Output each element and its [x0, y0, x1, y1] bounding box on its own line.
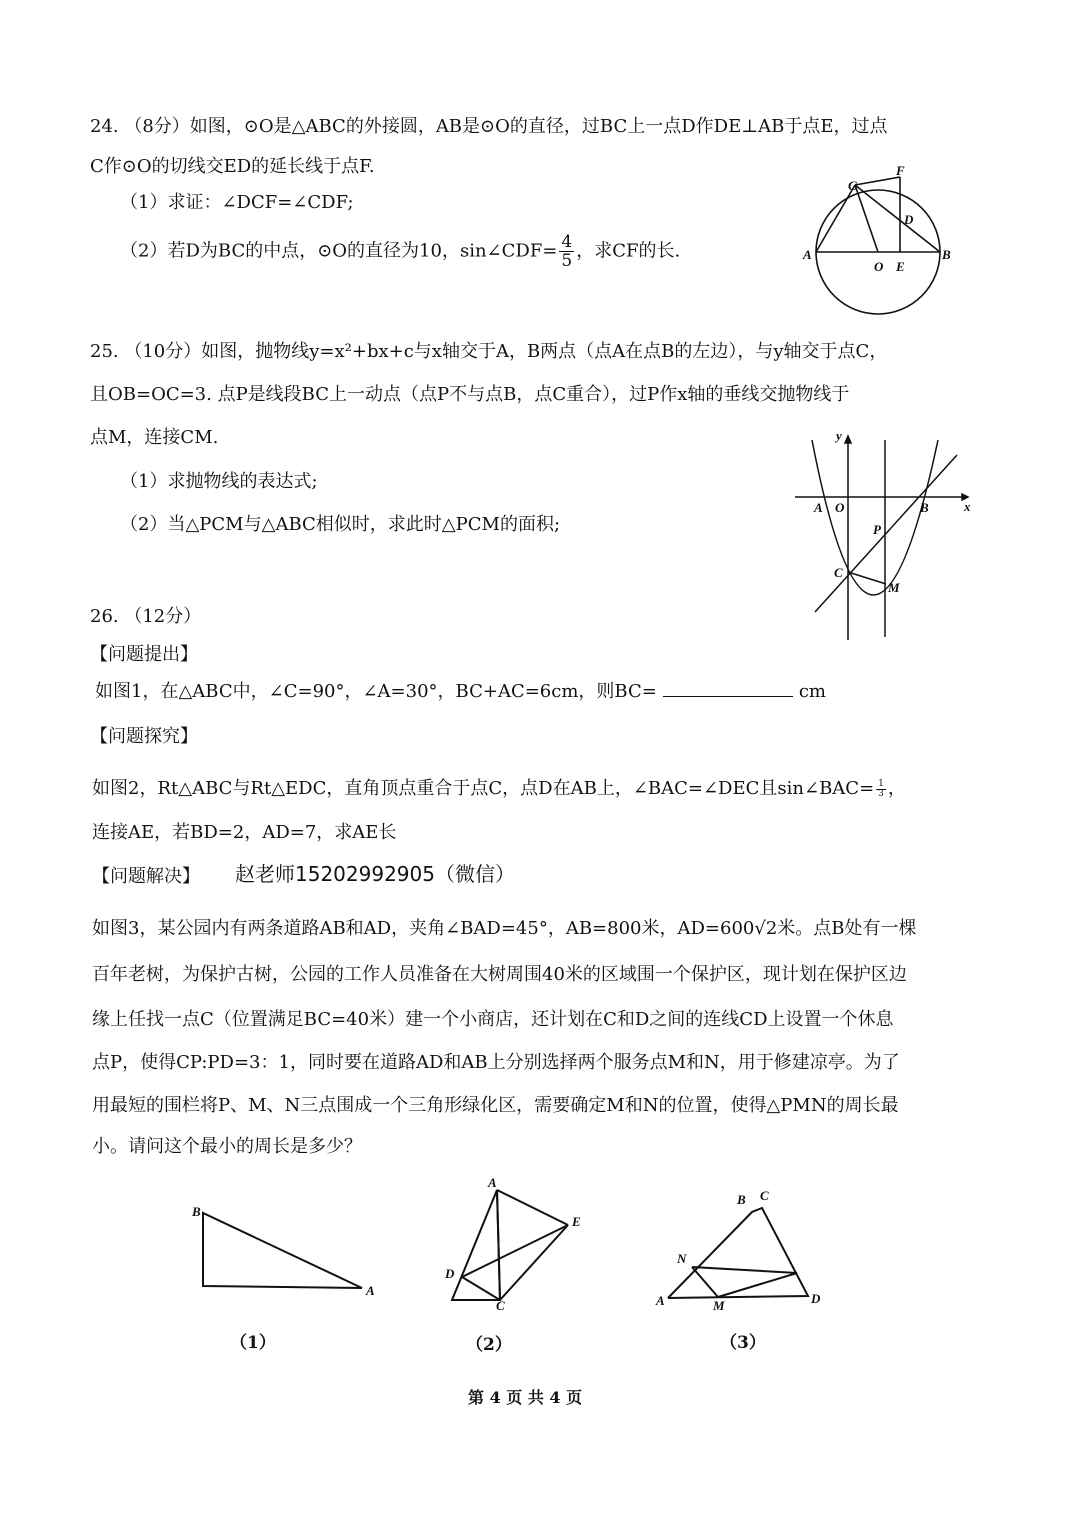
fraction-numerator: 1 [878, 778, 884, 789]
sec2-punct: ， [887, 778, 906, 799]
sec3-line: 百年老树，为保护古树，公园的工作人员准备在大树周围40米的区域围一个保护区，现计划在保护区边 [92, 964, 907, 985]
q24-part2-post: ，求CF的长. [576, 240, 681, 262]
section-title-solve: 【问题解决】 [92, 866, 200, 887]
label-M: M [888, 580, 900, 595]
q26-sec2-line2: 连接AE，若BD=2，AD=7，求AE长 [92, 822, 397, 843]
q25-line3: 点M，连接CM. [90, 427, 219, 448]
label-A: A [803, 247, 812, 262]
sec1-question: 如图1，在△ABC中，∠C=90°，∠A=30°，BC+AC=6cm，则BC= [95, 681, 657, 702]
fig3-label-N: N [677, 1251, 687, 1266]
label-O: O [874, 259, 884, 274]
q25-line2: 且OB=OC=3. 点P是线段BC上一动点（点P不与点B，点C重合），过P作x轴的垂线交抛物线于 [90, 384, 850, 405]
label-A: A [814, 500, 823, 515]
q24-part2-pre: （2）若D为BC的中点，⊙O的直径为10，sin∠CDF= [120, 240, 558, 262]
figure-caption-3: （3） [720, 1333, 766, 1353]
label-E: E [896, 259, 905, 274]
q25-line1: 25. （10分）如图，抛物线y=x²+bx+c与x轴交于A，B两点（点A在点B的左边），与y轴交于点C， [90, 341, 888, 362]
fig2-label-E: E [572, 1214, 581, 1229]
label-x: x [964, 499, 971, 514]
label-B: B [920, 500, 929, 515]
fig2-label-A: A [488, 1175, 497, 1190]
fig3-label-M: M [713, 1298, 725, 1313]
section-title-explore: 【问题探究】 [90, 726, 198, 747]
q24-line1: 24. （8分）如图，⊙O是△ABC的外接圆，AB是⊙O的直径，过BC上一点D作DE⊥AB于点E，过点 [90, 116, 888, 137]
label-y: y [836, 428, 842, 443]
fig3-label-D: D [811, 1291, 821, 1306]
fig2-label-C: C [496, 1298, 505, 1313]
fraction-denominator: 3 [878, 788, 884, 799]
sec2-text: 如图2，Rt△ABC与Rt△EDC，直角顶点重合于点C，点D在AB上，∠BAC=∠DEC且sin∠BAC= [92, 778, 875, 799]
fig3-label-B: B [737, 1192, 746, 1207]
label-C: C [848, 178, 857, 193]
sec3-line: 如图3，某公园内有两条道路AB和AD，夹角∠BAD=45°，AB=800米，AD=600√2米。点B处有一棵 [92, 918, 917, 939]
unit-label: cm [798, 681, 826, 702]
q25-part2: （2）当△PCM与△ABC相似时，求此时△PCM的面积; [120, 514, 561, 535]
label-C: C [834, 565, 843, 580]
fig1-label-A: A [366, 1283, 375, 1298]
label-F: F [896, 163, 905, 178]
section-title-problem: 【问题提出】 [90, 644, 198, 665]
q26-header: 26. （12分） [90, 606, 202, 627]
fig1-label-B: B [192, 1204, 201, 1219]
sec3-line: 用最短的围栏将P、M、N三点围成一个三角形绿化区，需要确定M和N的位置，使得△PMN的周长最 [92, 1095, 899, 1116]
q24-line2: C作⊙O的切线交ED的延长线于点F. [90, 156, 375, 177]
fraction-numerator: 4 [561, 232, 573, 252]
contact-text: 赵老师15202992905（微信） [235, 862, 515, 886]
label-O: O [835, 500, 845, 515]
sec3-line: 点P，使得CP:PD=3：1，同时要在道路AD和AB上分别选择两个服务点M和N，用于修建凉亭。为了 [92, 1052, 900, 1073]
page-footer: 第 4 页 共 4 页 [468, 1388, 583, 1407]
fig3-label-C: C [760, 1188, 769, 1203]
label-B: B [942, 247, 951, 262]
fig2-label-D: D [445, 1266, 455, 1281]
sec3-line: 小。请问这个最小的周长是多少？ [92, 1136, 362, 1157]
label-D: D [904, 212, 914, 227]
fraction-denominator: 5 [561, 251, 573, 271]
sec3-line: 缘上任找一点C（位置满足BC=40米）建一个小商店，还计划在C和D之间的连线CD上设置一个休息 [92, 1009, 894, 1030]
figure-caption-2: （2） [466, 1335, 512, 1355]
fig3-label-A: A [656, 1293, 665, 1308]
figure-caption-1: （1） [230, 1333, 276, 1353]
q25-part1: （1）求抛物线的表达式; [120, 471, 318, 492]
q24-part1: （1）求证：∠DCF=∠CDF; [120, 192, 354, 213]
label-P: P [873, 522, 881, 537]
